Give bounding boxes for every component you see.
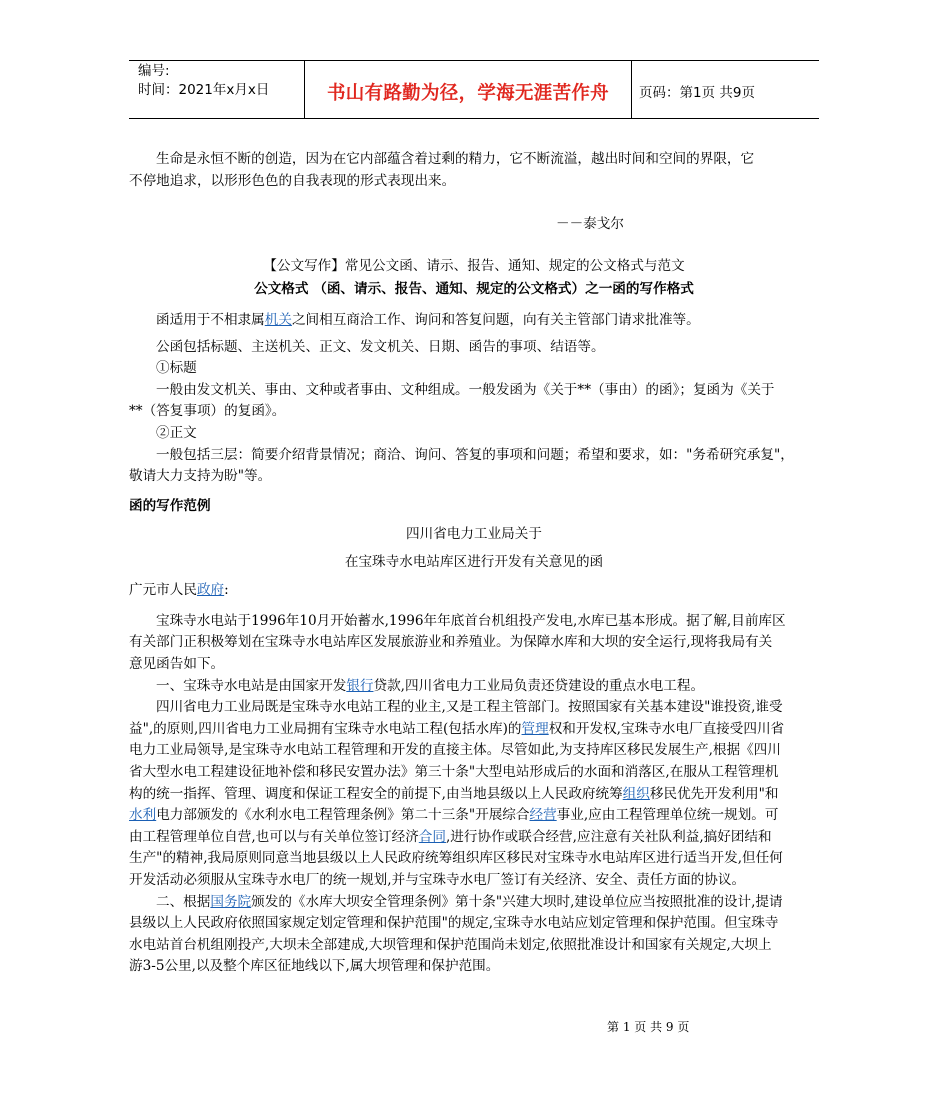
intro-paragraph <box>156 310 700 331</box>
quote-line-2: 不停地追求，以形形色色的自我表现的形式表现出来。 <box>129 173 456 189</box>
letter-recipient <box>129 580 229 601</box>
components-paragraph: 公函包括标题、主送机关、正文、发文机关、日期、函告的事项、结语等。 <box>156 339 605 355</box>
p4-l1-pre: 二、根据 <box>156 894 211 910</box>
letter-title-line-2: 在宝珠寺水电站库区进行开发有关意见的函 <box>344 554 604 570</box>
body-desc-line-2: 敬请大力支持为盼"等。 <box>129 468 272 484</box>
p3-l2-pre: 益",的原则,四川省电力工业局拥有宝珠寺水电站工程(包括水库)的 <box>129 721 522 737</box>
letter-p3-line-3: 电力工业局领导,是宝珠寺水电站工程管理和开发的直接主体。尽管如此,为支持库区移民发展生产,根据《四川 <box>129 742 781 758</box>
letter-p3-line-7 <box>129 827 772 848</box>
link-yinhang[interactable]: 银行 <box>346 678 374 694</box>
letter-p1-line-1: 宝珠寺水电站于1996年10月开始蓄水,1996年年底首台机组投产发电,水库已基本形成。据了解,目前库区 <box>156 613 786 629</box>
p3-l6-mid: 电力部颁发的《水利水电工程管理条例》第二十三条"开展综合 <box>156 807 530 823</box>
header-motto: 书山有路勤为径，学海无涯苦作舟 <box>326 83 609 104</box>
article-subtitle: 公文格式 （函、请示、报告、通知、规定的公文格式）之一函的写作格式 <box>254 281 694 297</box>
letter-p3-line-2 <box>129 719 784 740</box>
link-jiguan[interactable]: 机关 <box>264 312 292 328</box>
letter-p3-line-9: 开发活动必须服从宝珠寺水电厂的统一规划,并与宝珠寺水电厂签订有关经济、安全、责任方面的协议。 <box>129 872 746 888</box>
p3-l5-pre: 构的统一指挥、管理、调度和保证工程安全的前提下,由当地县级以上人民政府统筹 <box>129 786 623 802</box>
p3-l2-post: 权和开发权,宝珠寺水电厂直接受四川省 <box>548 721 785 737</box>
time-label: 时间：2021年x月x日 <box>138 82 270 98</box>
letter-p3-line-4: 省大型水电工程建设征地补偿和移民安置办法》第三十条"大型电站形成后的水面和消落区,在服从工程管理机 <box>129 764 779 780</box>
link-shuili[interactable]: 水利 <box>129 807 157 823</box>
title-desc-line-2: **（答复事项）的复函》。 <box>129 403 286 419</box>
p3-l7-pre: 由工程管理单位自营,也可以与有关单位签订经济 <box>129 829 419 845</box>
p3-l6-post: 事业,应由工程管理单位统一规划。可 <box>556 807 779 823</box>
header-divider-right <box>631 61 632 118</box>
body-desc-line-1: 一般包括三层：简要介绍背景情况；商洽、询问、答复的事项和问题；希望和要求，如："务希研究承复"， <box>156 447 794 463</box>
letter-p4-line-1 <box>156 892 783 913</box>
letter-p3-line-5 <box>129 784 779 805</box>
example-heading: 函的写作范例 <box>129 498 211 514</box>
link-jingying[interactable]: 经营 <box>529 807 557 823</box>
letter-p3-line-1: 四川省电力工业局既是宝珠寺水电站工程的业主,又是工程主管部门。按照国家有关基本建设"谁投资,谁受 <box>156 699 783 715</box>
page-footer: 第 1 页 共 9 页 <box>607 1020 690 1034</box>
header-meta <box>138 62 269 100</box>
quote-line-1: 生命是永恒不断的创造，因为在它内部蕴含着过剩的精力，它不断流溢，越出时间和空间的界限，它 <box>156 151 755 167</box>
link-guowuyuan[interactable]: 国务院 <box>210 894 252 910</box>
letter-p1-line-3: 意见函告如下。 <box>129 656 225 672</box>
letter-p3-line-8: 生产"的精神,我局原则同意当地县级以上人民政府统筹组织库区移民对宝珠寺水电站库区进行适当开发,但任何 <box>129 850 783 866</box>
article-title: 【公文写作】常见公文函、请示、报告、通知、规定的公文格式与范文 <box>263 258 685 274</box>
letter-p4-line-3: 水电站首台机组刚投产,大坝未全部建成,大坝管理和保护范围尚未划定,依照批准设计和国家有关规定,大坝上 <box>129 937 772 953</box>
quote-author: －－泰戈尔 <box>556 216 624 232</box>
p2-text-post: 贷款,四川省电力工业局负责还贷建设的重点水电工程。 <box>373 678 705 694</box>
link-zhengfu[interactable]: 政府 <box>196 582 225 598</box>
letter-p3-line-6 <box>129 805 779 826</box>
link-guanli[interactable]: 管理 <box>521 721 549 737</box>
intro-text-pre: 函适用于不相隶属 <box>156 312 265 328</box>
p3-l7-post: ,进行协作或联合经营,应注意有关社队利益,搞好团结和 <box>445 829 772 845</box>
p2-text-pre: 一、宝珠寺水电站是由国家开发 <box>156 678 347 694</box>
letter-p4-line-2: 县级以上人民政府依照国家规定划定管理和保护范围"的规定,宝珠寺水电站应划定管理和保护范围。但宝珠寺 <box>129 915 779 931</box>
letter-p2 <box>156 676 704 697</box>
link-hetong[interactable]: 合同 <box>418 829 446 845</box>
recipient-colon: : <box>224 582 229 598</box>
header-page-info: 页码：第1页 共9页 <box>639 85 755 101</box>
letter-p4-line-4: 游3-5公里,以及整个库区征地线以下,属大坝管理和保护范围。 <box>129 958 500 974</box>
body-item: ②正文 <box>156 425 197 441</box>
number-label: 编号: <box>138 63 170 79</box>
title-item: ①标题 <box>156 360 197 376</box>
letter-title-line-1: 四川省电力工业局关于 <box>406 526 542 542</box>
recipient-text: 广元市人民 <box>129 582 197 598</box>
title-desc-line-1: 一般由发文机关、事由、文种或者事由、文种组成。一般发函为《关于**（事由）的函》；复函为《关于 <box>156 382 775 398</box>
p3-l5-post: 移民优先开发利用"和 <box>649 786 779 802</box>
link-zuzhi[interactable]: 组织 <box>622 786 650 802</box>
intro-text-post: 之间相互商洽工作、询问和答复问题，向有关主管部门请求批准等。 <box>291 312 700 328</box>
letter-p1-line-2: 有关部门正积极筹划在宝珠寺水电站库区发展旅游业和养殖业。为保障水库和大坝的安全运行,现将我局有关 <box>129 634 773 650</box>
page-header <box>129 60 819 119</box>
p4-l1-post: 颁发的《水库大坝安全管理条例》第十条"兴建大坝时,建设单位应当按照批准的设计,提请 <box>251 894 783 910</box>
